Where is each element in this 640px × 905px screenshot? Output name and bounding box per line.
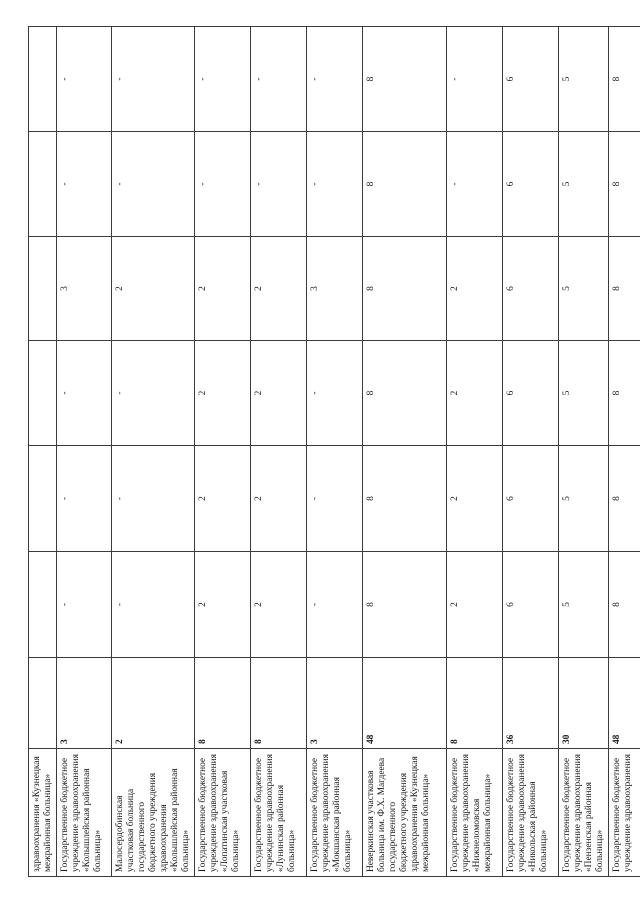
value-cell: 2 bbox=[251, 446, 307, 552]
value-cell bbox=[29, 552, 57, 658]
table-row bbox=[363, 27, 447, 877]
table-row bbox=[29, 27, 57, 877]
value-cell: - bbox=[195, 27, 251, 132]
table-row bbox=[503, 27, 559, 877]
value-cell: - bbox=[447, 132, 503, 237]
total-value-cell: 8 bbox=[447, 658, 503, 749]
facility-name-cell: Государственное бюджетное учреждение здравоохранения «Колышлейская районная больница» bbox=[57, 749, 112, 877]
table-row bbox=[251, 27, 307, 877]
total-value-cell: 48 bbox=[609, 658, 640, 749]
table-row bbox=[307, 27, 363, 877]
value-cell: - bbox=[251, 132, 307, 237]
value-cell: 5 bbox=[559, 552, 609, 658]
value-cell: 2 bbox=[112, 237, 195, 341]
table-row bbox=[112, 27, 195, 877]
value-cell: - bbox=[112, 132, 195, 237]
value-cell: 8 bbox=[363, 552, 447, 658]
total-value-cell: 30 bbox=[559, 658, 609, 749]
value-cell: 3 bbox=[307, 237, 363, 341]
value-cell: 5 bbox=[559, 446, 609, 552]
table-body bbox=[29, 27, 640, 877]
total-value-cell: 8 bbox=[195, 658, 251, 749]
total-value-cell: 8 bbox=[251, 658, 307, 749]
value-cell: 8 bbox=[609, 237, 640, 341]
total-value-cell bbox=[29, 658, 57, 749]
value-cell: - bbox=[307, 446, 363, 552]
total-value-cell: 2 bbox=[112, 658, 195, 749]
value-cell bbox=[29, 27, 57, 132]
facility-name-cell: Государственное бюджетное учреждение здравоохранения «Нижнеломовская межрайонная больница» bbox=[447, 749, 503, 877]
value-cell: - bbox=[57, 341, 112, 446]
value-cell: 6 bbox=[503, 341, 559, 446]
value-cell: 2 bbox=[251, 237, 307, 341]
facility-name-cell: здравоохранения «Кузнецкая межрайонная больница» bbox=[29, 749, 57, 877]
value-cell: 8 bbox=[363, 341, 447, 446]
value-cell: 6 bbox=[503, 237, 559, 341]
value-cell: 8 bbox=[363, 132, 447, 237]
value-cell: 3 bbox=[57, 237, 112, 341]
value-cell: - bbox=[57, 132, 112, 237]
value-cell bbox=[29, 132, 57, 237]
table-row bbox=[447, 27, 503, 877]
value-cell: - bbox=[112, 341, 195, 446]
value-cell: - bbox=[307, 341, 363, 446]
value-cell: - bbox=[195, 132, 251, 237]
facility-name-cell: Государственное бюджетное учреждение здравоохранения «Лопатинская участковая больница» bbox=[195, 749, 251, 877]
value-cell: 6 bbox=[503, 552, 559, 658]
value-cell: 2 bbox=[447, 237, 503, 341]
facility-name-cell: Государственное бюджетное учреждение здравоохранения «Мокшанская районная больница» bbox=[307, 749, 363, 877]
value-cell: 8 bbox=[609, 446, 640, 552]
value-cell: - bbox=[112, 27, 195, 132]
facility-name-cell: Государственное бюджетное учреждение здравоохранения bbox=[609, 749, 640, 877]
value-cell: 2 bbox=[447, 552, 503, 658]
value-cell: 8 bbox=[609, 552, 640, 658]
value-cell: 2 bbox=[447, 341, 503, 446]
value-cell: 2 bbox=[195, 237, 251, 341]
value-cell: 2 bbox=[251, 341, 307, 446]
facility-name-cell: Неверкинская участковая больница им. Ф.Х. Магдеева государственного бюджетного учреждения здравоохранения «Кузнецкая межрайонная больница» bbox=[363, 749, 447, 877]
value-cell: - bbox=[307, 552, 363, 658]
rotated-table-container bbox=[28, 27, 633, 877]
value-cell: 8 bbox=[363, 27, 447, 132]
value-cell: - bbox=[307, 132, 363, 237]
value-cell: - bbox=[251, 27, 307, 132]
table-row bbox=[57, 27, 112, 877]
table-row bbox=[559, 27, 609, 877]
value-cell: 8 bbox=[609, 341, 640, 446]
value-cell: 6 bbox=[503, 27, 559, 132]
value-cell: - bbox=[57, 552, 112, 658]
value-cell: - bbox=[112, 446, 195, 552]
value-cell: - bbox=[112, 552, 195, 658]
value-cell: 5 bbox=[559, 237, 609, 341]
value-cell: 2 bbox=[195, 446, 251, 552]
value-cell: 6 bbox=[503, 132, 559, 237]
total-value-cell: 48 bbox=[363, 658, 447, 749]
value-cell: 8 bbox=[609, 27, 640, 132]
value-cell: 2 bbox=[195, 341, 251, 446]
facility-name-cell: Государственное бюджетное учреждение здравоохранения «Лунинская районная больница» bbox=[251, 749, 307, 877]
total-value-cell: 36 bbox=[503, 658, 559, 749]
value-cell: - bbox=[307, 27, 363, 132]
value-cell: 8 bbox=[609, 132, 640, 237]
value-cell: 5 bbox=[559, 132, 609, 237]
value-cell: 2 bbox=[251, 552, 307, 658]
value-cell: 8 bbox=[363, 237, 447, 341]
facilities-table bbox=[28, 26, 640, 877]
value-cell: 2 bbox=[447, 446, 503, 552]
value-cell: - bbox=[57, 446, 112, 552]
value-cell: 6 bbox=[503, 446, 559, 552]
value-cell: 8 bbox=[363, 446, 447, 552]
value-cell bbox=[29, 237, 57, 341]
table-row bbox=[195, 27, 251, 877]
facility-name-cell: Государственное бюджетное учреждение здравоохранения «Никольская районная больница» bbox=[503, 749, 559, 877]
table-row bbox=[609, 27, 640, 877]
value-cell: 5 bbox=[559, 27, 609, 132]
value-cell: 2 bbox=[195, 552, 251, 658]
total-value-cell: 3 bbox=[307, 658, 363, 749]
total-value-cell: 3 bbox=[57, 658, 112, 749]
value-cell: - bbox=[57, 27, 112, 132]
value-cell: 5 bbox=[559, 341, 609, 446]
value-cell bbox=[29, 446, 57, 552]
facility-name-cell: Государственное бюджетное учреждение здравоохранения «Пензенская районная больница» bbox=[559, 749, 609, 877]
value-cell bbox=[29, 341, 57, 446]
value-cell: - bbox=[447, 27, 503, 132]
facility-name-cell: Малосердобинская участковая больница государственного бюджетного учреждения здравоохранения «Колышлейская районная больница» bbox=[112, 749, 195, 877]
